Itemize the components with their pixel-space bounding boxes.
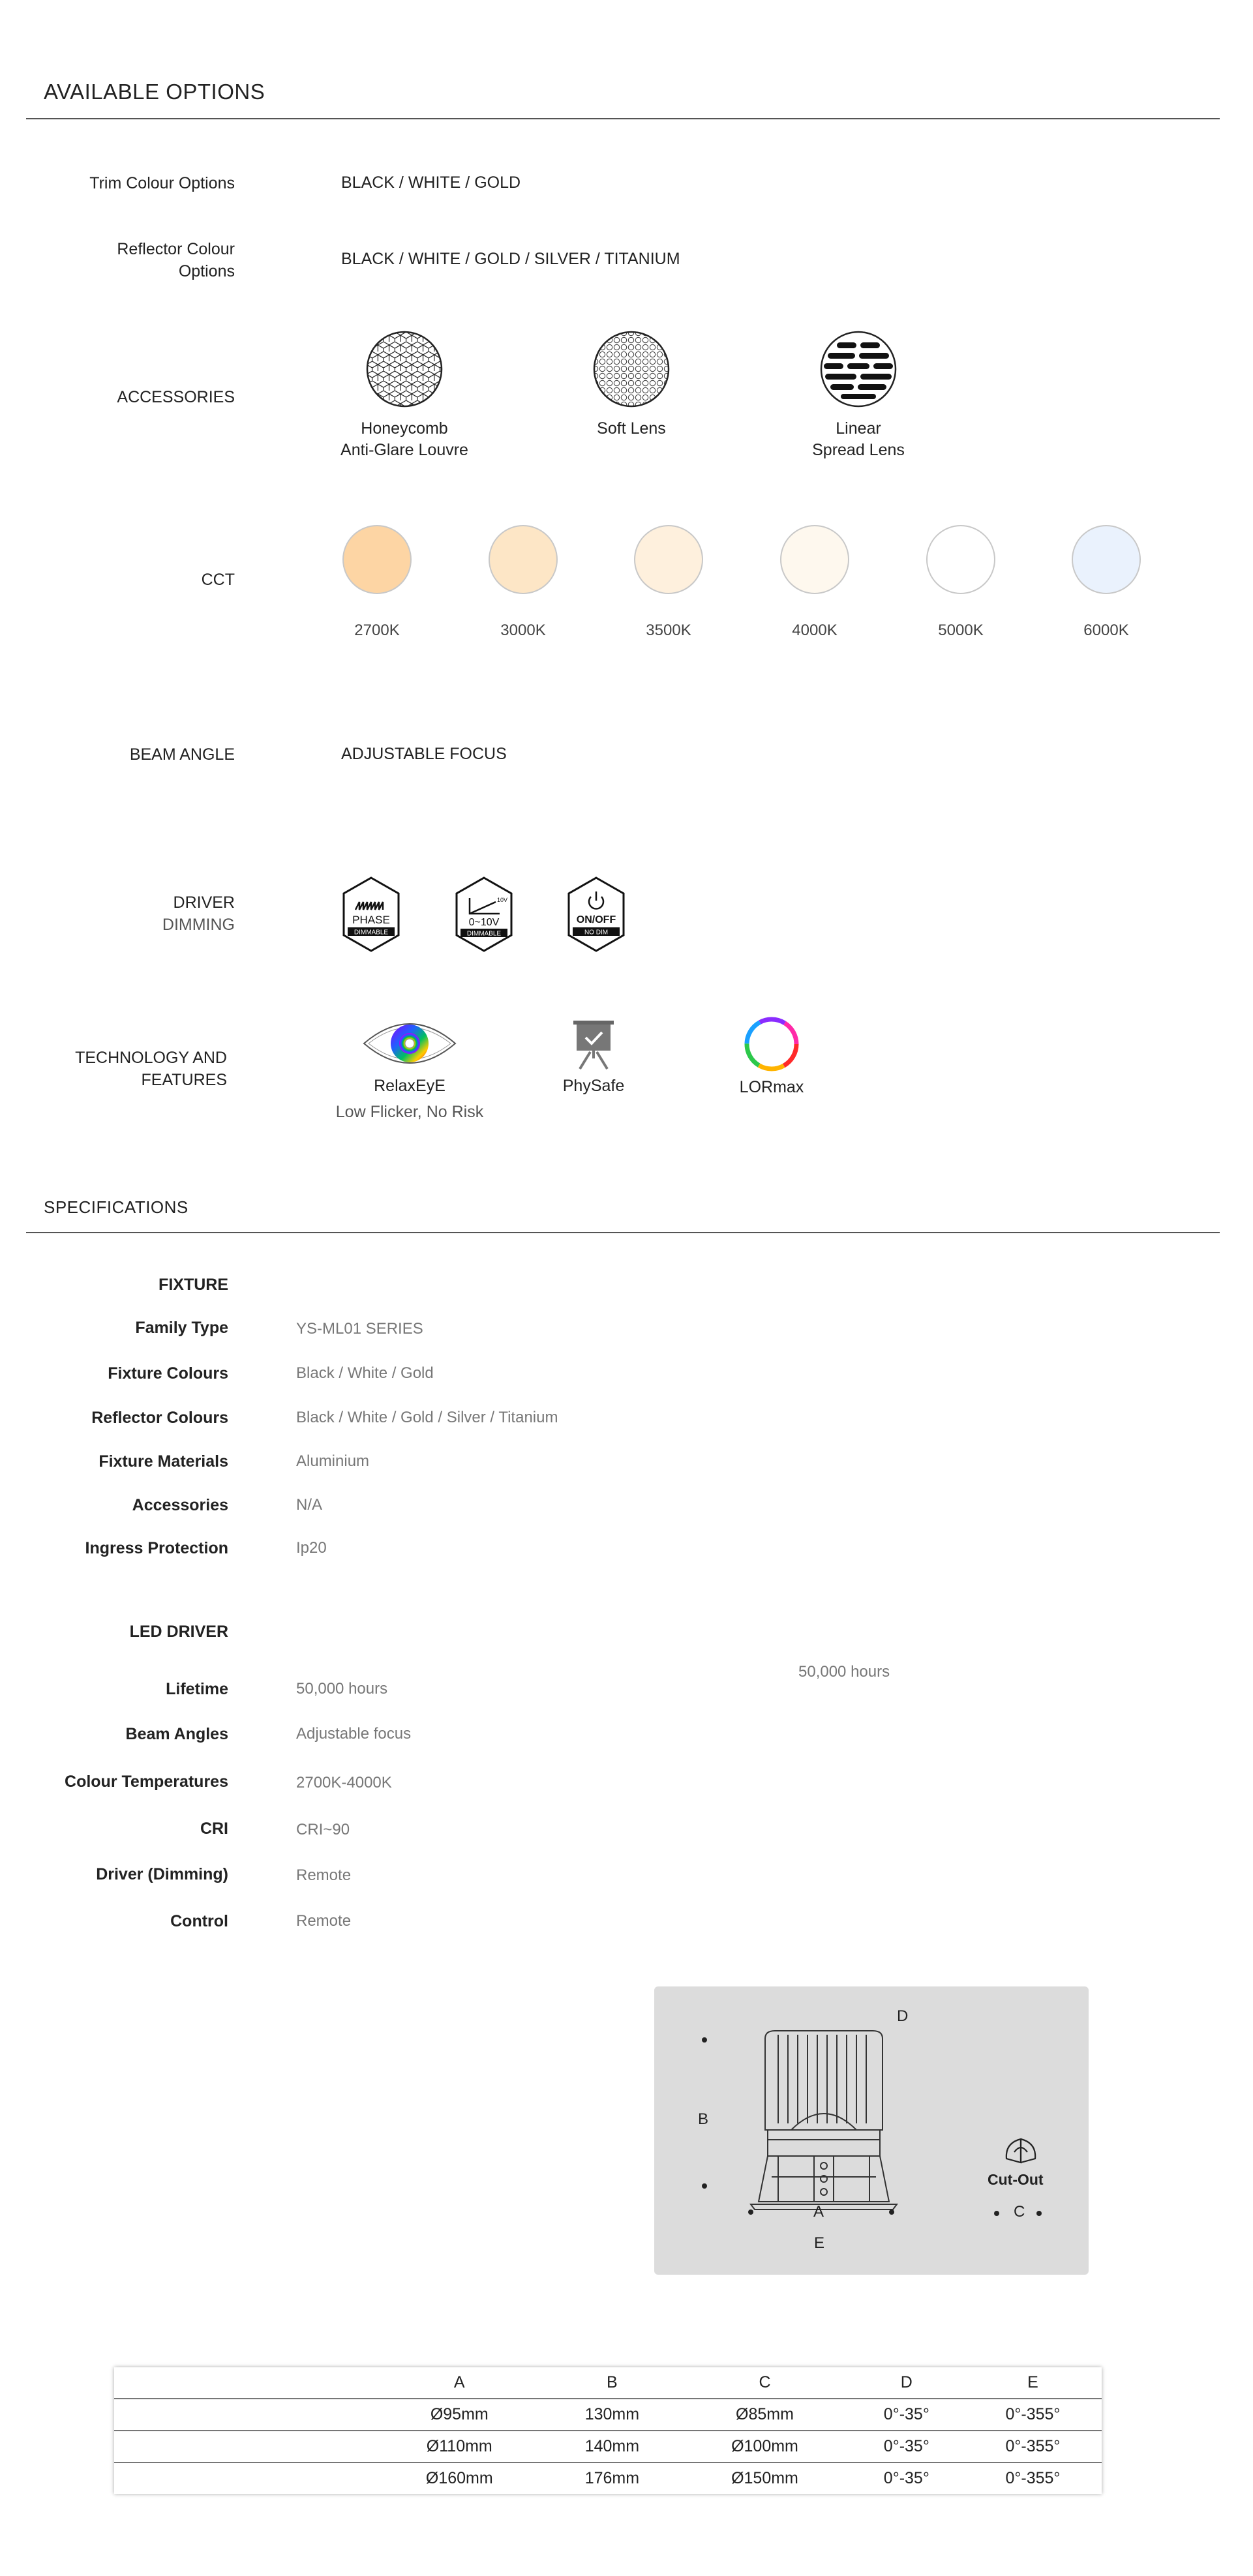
column-header-b: B xyxy=(544,2367,681,2399)
cct-option-3500k[interactable]: 3500K xyxy=(613,525,724,640)
spec-value-accessories: N/A xyxy=(296,1496,323,1514)
spec-label-family-type: Family Type xyxy=(135,1319,228,1337)
tech-physafe: PhySafe xyxy=(509,1014,678,1099)
spec-label-reflector-colours: Reflector Colours xyxy=(91,1409,228,1427)
dimension-marker xyxy=(702,2037,707,2043)
spec-label-ingress-protection: Ingress Protection xyxy=(85,1539,228,1557)
spec-value-control: Remote xyxy=(296,1912,352,1930)
dimension-marker xyxy=(889,2209,894,2215)
cct-option-3000k[interactable]: 3000K xyxy=(468,525,579,640)
svg-text:NO DIM: NO DIM xyxy=(584,929,609,936)
fixture-heading: FIXTURE xyxy=(159,1276,228,1294)
spec-label-colour-temperatures: Colour Temperatures xyxy=(65,1773,228,1791)
spec-value-fixture-colours: Black / White / Gold xyxy=(296,1364,434,1382)
section-divider xyxy=(26,1232,1220,1233)
cct-swatch xyxy=(342,525,412,594)
spec-label-cri: CRI xyxy=(200,1820,228,1838)
cct-option-2700k[interactable]: 2700K xyxy=(322,525,432,640)
svg-text:DIMMABLE: DIMMABLE xyxy=(466,930,502,938)
column-header-d: D xyxy=(849,2367,964,2399)
table-row: Ø160mm 176mm Ø150mm 0°-35° 0°-355° xyxy=(425,2469,1061,2487)
cut-out-icon xyxy=(1003,2136,1039,2168)
cct-swatch xyxy=(926,525,995,594)
honeycomb-louvre-icon xyxy=(365,329,444,409)
cct-swatch xyxy=(634,525,703,594)
svg-text:PHASE: PHASE xyxy=(352,914,390,926)
svg-text:DIMMABLE: DIMMABLE xyxy=(354,929,389,936)
technology-features-label: TECHNOLOGY AND FEATURES xyxy=(75,1049,227,1089)
table-row: Ø95mm 130mm Ø85mm 0°-35° 0°-355° xyxy=(114,2399,1102,2431)
trim-colour-label: Trim Colour Options xyxy=(89,174,235,192)
accessory-honeycomb: Honeycomb Anti-Glare Louvre xyxy=(333,329,476,461)
available-options-title: AVAILABLE OPTIONS xyxy=(44,80,265,104)
reflector-colour-value: BLACK / WHITE / GOLD / SILVER / TITANIUM xyxy=(341,250,680,268)
dimensions-table xyxy=(114,2367,1102,2494)
spec-value-cri: CRI~90 xyxy=(296,1821,350,1838)
spec-value-ingress-protection: Ip20 xyxy=(296,1539,327,1557)
column-header-c: C xyxy=(680,2367,849,2399)
downlight-fixture-icon xyxy=(739,2026,909,2228)
0-10v-dimmable-icon xyxy=(454,876,514,956)
spec-label-control: Control xyxy=(170,1912,228,1930)
driver-dimming-label: DRIVER DIMMING xyxy=(162,893,235,934)
soft-lens-icon xyxy=(592,329,671,409)
spec-value-reflector-colours: Black / White / Gold / Silver / Titanium xyxy=(296,1409,558,1426)
cct-swatch xyxy=(1072,525,1141,594)
spec-value-colour-temperatures: 2700K-4000K xyxy=(296,1774,392,1791)
dimension-marker xyxy=(748,2209,753,2215)
diagram-label-e: E xyxy=(814,2234,825,2252)
spec-label-fixture-materials: Fixture Materials xyxy=(98,1452,228,1471)
lormax-icon xyxy=(742,1014,802,1074)
tech-relaxeye: RelaxEyE Low Flicker, No Risk xyxy=(325,1014,494,1125)
svg-text:ON/OFF: ON/OFF xyxy=(576,914,616,925)
dimension-marker xyxy=(994,2211,999,2216)
spec-label-beam-angles: Beam Angles xyxy=(125,1725,228,1743)
cct-label: CCT xyxy=(201,571,235,589)
reflector-colour-label: Reflector Colour Options xyxy=(117,240,235,280)
on-off-no-dim-icon xyxy=(566,876,626,956)
led-driver-heading: LED DRIVER xyxy=(129,1623,228,1641)
spec-value-family-type: YS-ML01 SERIES xyxy=(296,1320,423,1338)
spec-label-fixture-colours: Fixture Colours xyxy=(108,1364,228,1383)
table-header-row xyxy=(114,2367,1102,2399)
dimension-diagram xyxy=(654,1986,1089,2275)
dimension-marker xyxy=(702,2183,707,2189)
svg-text:0~10V: 0~10V xyxy=(468,917,500,928)
accessory-linear-spread-lens: Linear Spread Lens xyxy=(787,329,930,461)
physafe-icon xyxy=(564,1014,623,1073)
tech-lormax: LORmax xyxy=(687,1014,856,1100)
spec-label-accessories: Accessories xyxy=(132,1496,228,1514)
cct-swatch xyxy=(489,525,558,594)
section-divider xyxy=(26,118,1220,119)
cct-option-4000k[interactable]: 4000K xyxy=(759,525,870,640)
diagram-label-a: A xyxy=(813,2203,824,2221)
spec-label-lifetime: Lifetime xyxy=(166,1680,228,1698)
dimension-marker xyxy=(1036,2211,1042,2216)
diagram-label-c: C xyxy=(1014,2203,1025,2221)
spec-value-driver-dimming: Remote xyxy=(296,1866,352,1884)
spec-value-beam-angles: Adjustable focus xyxy=(296,1725,412,1743)
spec-label-driver-dimming: Driver (Dimming) xyxy=(96,1865,228,1883)
accessory-soft-lens: Soft Lens xyxy=(560,329,703,440)
cct-option-5000k[interactable]: 5000K xyxy=(905,525,1016,640)
svg-text:10V: 10V xyxy=(497,897,508,903)
cct-swatch xyxy=(780,525,849,594)
phase-dimmable-icon xyxy=(341,876,401,956)
accessories-label: ACCESSORIES xyxy=(117,388,235,406)
table-row: Ø110mm 140mm Ø100mm 0°-35° 0°-355° xyxy=(114,2431,1102,2463)
specifications-title: SPECIFICATIONS xyxy=(44,1197,189,1217)
cut-out-label: Cut-Out xyxy=(988,2171,1044,2188)
spec-value-lifetime: 50,000 hours xyxy=(296,1680,388,1698)
column-header-a: A xyxy=(375,2367,544,2399)
beam-angle-value: ADJUSTABLE FOCUS xyxy=(341,745,507,763)
spec-value-fixture-materials: Aluminium xyxy=(296,1452,370,1470)
driver-side-value: 50,000 hours xyxy=(798,1663,890,1681)
beam-angle-label: BEAM ANGLE xyxy=(129,745,235,764)
diagram-label-b: B xyxy=(698,2110,709,2128)
trim-colour-value: BLACK / WHITE / GOLD xyxy=(341,173,521,192)
cct-option-6000k[interactable]: 6000K xyxy=(1051,525,1162,640)
linear-spread-lens-icon xyxy=(819,329,898,409)
column-header-e: E xyxy=(964,2367,1102,2399)
diagram-label-d: D xyxy=(897,2007,909,2025)
relaxeye-icon xyxy=(361,1014,459,1073)
